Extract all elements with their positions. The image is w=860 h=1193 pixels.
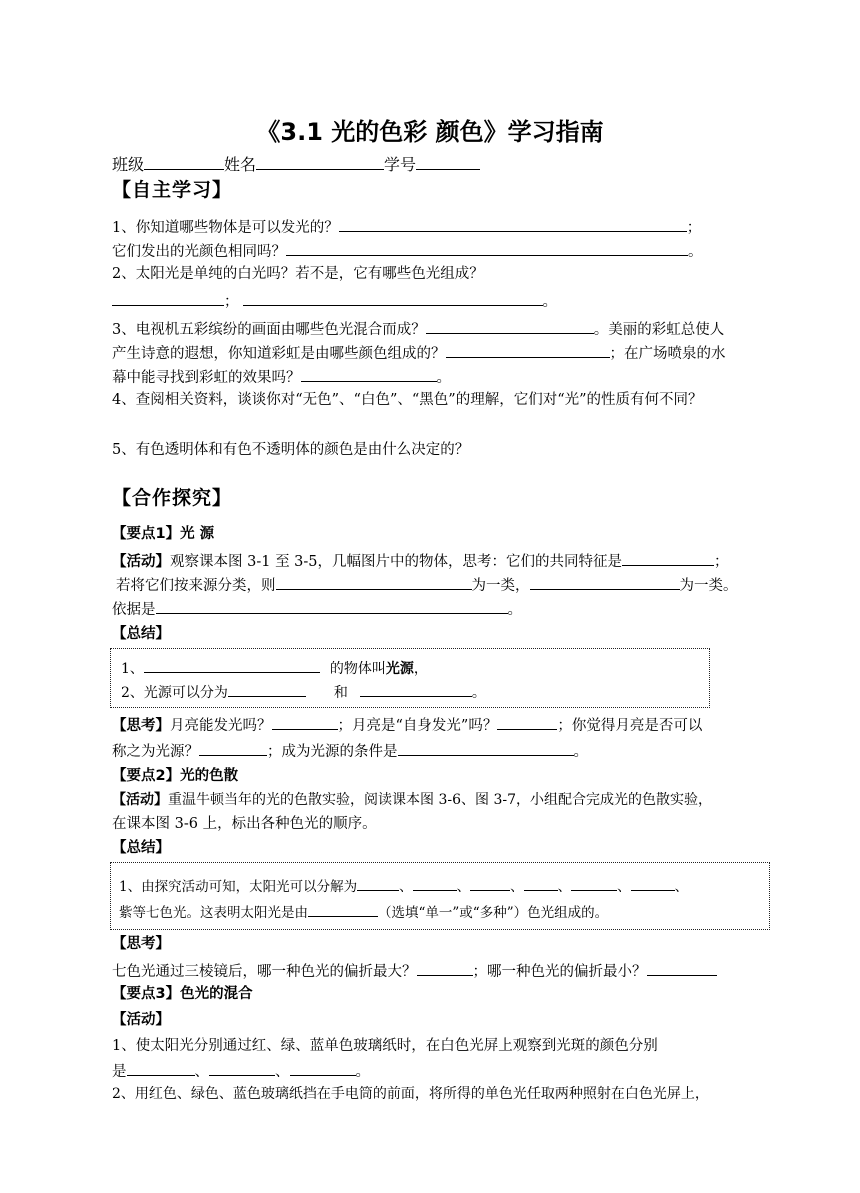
answer-blank[interactable] — [631, 875, 675, 891]
punct: 、 — [617, 879, 631, 895]
point-title: 光的色散 — [180, 768, 239, 784]
answer-blank[interactable] — [276, 574, 472, 590]
answer-blank[interactable] — [272, 714, 338, 730]
summary-1-line-2 — [121, 681, 486, 702]
answer-blank[interactable] — [446, 342, 610, 358]
punct: 。 — [355, 1064, 370, 1080]
summary-tag: 【总结】 — [112, 840, 170, 856]
answer-blank[interactable] — [398, 740, 574, 756]
question-1a — [112, 216, 776, 238]
answer-blank[interactable] — [470, 875, 510, 891]
activity-text: 观察课本图 3-1 至 3-5，几幅图片中的物体，思考：它们的共同特征是 — [170, 554, 623, 570]
answer-blank[interactable] — [301, 366, 437, 382]
name-label: 姓名 — [224, 155, 257, 174]
activity-3-2: 2、用红色、绿色、蓝色玻璃纸挡在手电筒的前面，将所得的单色光任取两种照射在白色光屏上， — [112, 1086, 709, 1102]
punct: 、 — [557, 879, 572, 895]
student-info-row — [112, 154, 776, 175]
punct: 、 — [194, 1064, 209, 1080]
question-3c — [112, 366, 776, 388]
question-3b — [112, 342, 776, 364]
point-tag: 【要点2】 — [112, 768, 181, 784]
key-term: 光源 — [385, 661, 414, 677]
point-tag: 【要点1】 — [112, 526, 181, 542]
answer-blank[interactable] — [524, 875, 558, 891]
answer-blank[interactable] — [426, 318, 594, 334]
punct: 、 — [510, 879, 524, 895]
point-2-heading — [112, 766, 776, 786]
answer-blank[interactable] — [156, 598, 508, 614]
think-2 — [112, 960, 776, 982]
think-text: ；成为光源的条件是 — [267, 744, 398, 760]
activity-3-1b — [112, 1060, 776, 1082]
summary-text: （选填“单一”或“多种”）色光组成的。 — [378, 905, 609, 921]
answer-blank[interactable] — [417, 960, 473, 976]
activity-3-tag — [112, 1010, 776, 1030]
answer-blank[interactable] — [286, 240, 688, 256]
activity-text: 若将它们按来源分类，则 — [116, 578, 276, 594]
punct: 、 — [456, 879, 471, 895]
question-text: 它们发出的光颜色相同吗？ — [112, 244, 286, 260]
answer-blank[interactable] — [127, 1060, 195, 1076]
summary-tag: 【总结】 — [112, 626, 170, 642]
answer-blank[interactable] — [144, 657, 320, 673]
answer-blank[interactable] — [339, 216, 687, 232]
think-tag: 【思考】 — [112, 936, 170, 952]
punct: 。 — [507, 602, 522, 618]
think-1b — [112, 740, 776, 762]
summary-text: 1、由探究活动可知，太阳光可以分解为 — [119, 879, 358, 895]
think-2-tag — [112, 934, 776, 954]
summary-text: 和 — [333, 685, 348, 701]
answer-blank[interactable] — [290, 1060, 356, 1076]
summary-box-1 — [110, 648, 710, 708]
answer-blank[interactable] — [199, 740, 267, 756]
question-5: 5、有色透明体和有色不透明体的颜色是由什么决定的？ — [112, 442, 470, 458]
question-4: 4、查阅相关资料，谈谈你对“无色”、“白色”、“黑色”的理解，它们对“光”的性质有何不同？ — [112, 392, 703, 408]
answer-blank[interactable] — [497, 714, 557, 730]
activity-1b — [112, 574, 776, 596]
question-text: 1、你知道哪些物体是可以发光的？ — [112, 220, 339, 236]
question-text: 。美丽的彩虹总使人 — [593, 322, 725, 338]
think-tag: 【思考】 — [112, 718, 170, 734]
page-title: 《3.1 光的色彩 颜色》学习指南 — [256, 118, 604, 146]
think-text: ；月亮是“自身发光”吗？ — [337, 718, 498, 734]
point-title: 光 源 — [180, 526, 215, 542]
answer-blank[interactable] — [357, 875, 399, 891]
punct: 、 — [275, 1064, 290, 1080]
think-text: ；你觉得月亮是否可以 — [557, 718, 703, 734]
activity-3-1a: 1、使太阳光分别通过红、绿、蓝单色玻璃纸时，在白色光屏上观察到光斑的颜色分别 — [112, 1038, 658, 1054]
activity-tag: 【活动】 — [112, 792, 168, 808]
question-text: 产生诗意的遐想，你知道彩虹是由哪些颜色组成的？ — [112, 346, 446, 362]
punct: 。 — [688, 244, 703, 260]
activity-text: 为一类。 — [679, 578, 738, 594]
punct: 。 — [436, 370, 451, 386]
point-tag: 【要点3】 — [112, 986, 181, 1002]
think-text: 月亮能发光吗？ — [170, 718, 272, 734]
question-2-answers — [112, 290, 776, 312]
section-cooperative-heading: 【合作探究】 — [112, 487, 233, 509]
activity-text: 重温牛顿当年的光的色散实验，阅读课本图 3-6、图 3-7，小组配合完成光的色散实验， — [168, 792, 712, 808]
activity-tag: 【活动】 — [112, 554, 170, 570]
activity-text: 为一类， — [471, 578, 530, 594]
question-text: ；在广场喷泉的水 — [609, 346, 726, 362]
point-1-heading — [112, 524, 776, 544]
activity-1a — [112, 550, 776, 572]
activity-text: 依据是 — [112, 602, 156, 618]
punct: ； — [714, 554, 729, 570]
think-text: ；哪一种色光的偏折最小？ — [472, 964, 647, 980]
class-field[interactable] — [144, 154, 224, 170]
punct: 、 — [674, 879, 689, 895]
class-label: 班级 — [112, 155, 145, 174]
question-text: 幕中能寻找到彩虹的效果吗？ — [112, 370, 301, 386]
answer-blank[interactable] — [209, 1060, 275, 1076]
question-3a — [112, 318, 776, 340]
punct: 。 — [573, 744, 588, 760]
answer-blank[interactable] — [360, 681, 472, 697]
answer-blank[interactable] — [647, 960, 717, 976]
section-self-study-heading: 【自主学习】 — [112, 179, 233, 201]
punct: ； — [686, 220, 702, 236]
answer-blank[interactable] — [530, 574, 680, 590]
activity-text: 是 — [112, 1064, 127, 1080]
answer-blank[interactable] — [571, 875, 617, 891]
punct: ； — [224, 294, 239, 310]
summary-text: 1、 — [121, 661, 144, 677]
answer-blank[interactable] — [112, 290, 224, 306]
id-field[interactable] — [416, 154, 480, 170]
punct: ， — [413, 661, 428, 677]
question-text: 3、电视机五彩缤纷的画面由哪些色光混合而成？ — [112, 322, 426, 338]
answer-blank[interactable] — [308, 901, 378, 917]
answer-blank[interactable] — [243, 290, 543, 306]
summary-1-tag — [112, 624, 776, 644]
summary-2-tag — [112, 838, 776, 858]
activity-2b: 在课本图 3-6 上，标出各种色光的顺序。 — [112, 816, 377, 832]
id-label: 学号 — [384, 155, 417, 174]
summary-2-line-1 — [119, 875, 688, 895]
summary-text: 紫等七色光。这表明太阳光是由 — [119, 905, 308, 921]
summary-1-line-1 — [121, 657, 428, 678]
summary-text: 的物体叫 — [329, 661, 386, 677]
think-1a — [112, 714, 776, 736]
activity-2a — [112, 790, 776, 810]
summary-text: 2、光源可以分为 — [121, 685, 228, 701]
punct: 。 — [542, 294, 557, 310]
think-text: 称之为光源？ — [112, 744, 199, 760]
answer-blank[interactable] — [413, 875, 457, 891]
question-1b — [112, 240, 776, 262]
name-field[interactable] — [256, 154, 384, 170]
question-2: 2、太阳光是单纯的白光吗？若不是，它有哪些色光组成？ — [112, 266, 484, 282]
activity-tag: 【活动】 — [112, 1012, 170, 1028]
punct: 。 — [471, 685, 486, 701]
summary-box-2 — [110, 862, 770, 930]
point-3-heading — [112, 984, 776, 1004]
think-text: 七色光通过三棱镜后，哪一种色光的偏折最大？ — [112, 964, 417, 980]
summary-2-line-2 — [119, 901, 608, 921]
activity-1c — [112, 598, 776, 620]
answer-blank[interactable] — [622, 550, 714, 566]
punct: 、 — [399, 879, 413, 895]
point-title: 色光的混合 — [180, 986, 253, 1002]
answer-blank[interactable] — [228, 681, 306, 697]
